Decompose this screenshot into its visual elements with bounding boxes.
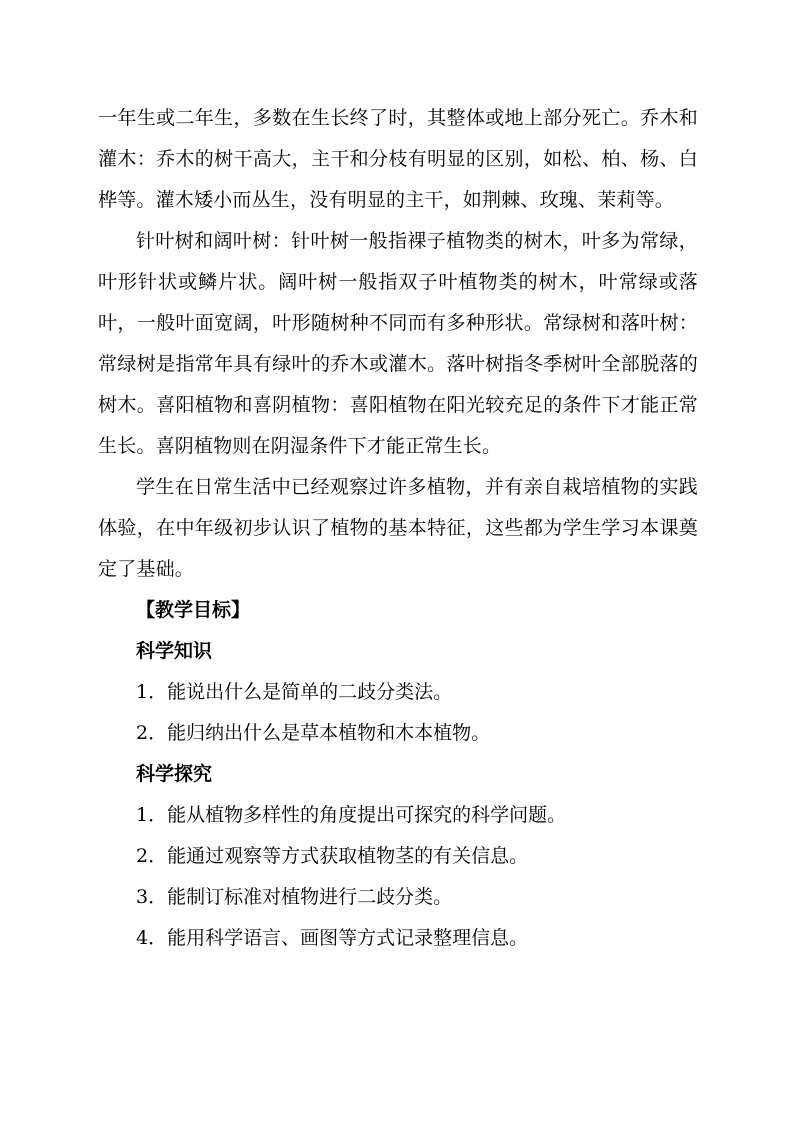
paragraph-student-background: 学生在日常生活中已经观察过许多植物，并有亲自栽培植物的实践体验，在中年级初步认识了植物的基本特征，这些都为学生学习本课奠定了基础。	[98, 476, 698, 580]
paragraph-annual-trees: 一年生或二年生，多数在生长终了时，其整体或地上部分死亡。乔木和灌木：乔木的树干高大，主干和分枝有明显的区别，如松、柏、杨、白桦等。灌木矮小而丛生，没有明显的主干，如荆棘、玫瑰、茉莉等。	[98, 107, 698, 211]
inquiry-item: 2．能通过观察等方式获取植物茎的有关信息。	[136, 845, 529, 867]
document-body	[98, 98, 698, 959]
inquiry-item: 4．能用科学语言、画图等方式记录整理信息。	[136, 927, 529, 949]
subsection-title-knowledge: 科学知识	[136, 640, 213, 662]
knowledge-item: 2．能归纳出什么是草本植物和木本植物。	[136, 722, 491, 744]
subsection-title-inquiry: 科学探究	[136, 763, 213, 785]
inquiry-item: 3．能制订标准对植物进行二歧分类。	[136, 886, 453, 908]
inquiry-item: 1．能从植物多样性的角度提出可探究的科学问题。	[136, 804, 567, 826]
paragraph-conifer-broadleaf: 针叶树和阔叶树：针叶树一般指裸子植物类的树木，叶多为常绿，叶形针状或鳞片状。阔叶树一般指双子叶植物类的树木，叶常绿或落叶，一般叶面宽阔，叶形随树种不同而有多种形状。常绿树和落叶树：常绿树是指常年具有绿叶的乔木或灌木。落叶树指冬季树叶全部脱落的树木。喜阳植物和喜阴植物：喜阳植物在阳光较充足的条件下才能正常生长。喜阴植物则在阴湿条件下才能正常生长。	[98, 230, 698, 457]
knowledge-item: 1．能说出什么是简单的二歧分类法。	[136, 681, 453, 703]
section-title-teaching-goals: 【教学目标】	[136, 599, 251, 621]
